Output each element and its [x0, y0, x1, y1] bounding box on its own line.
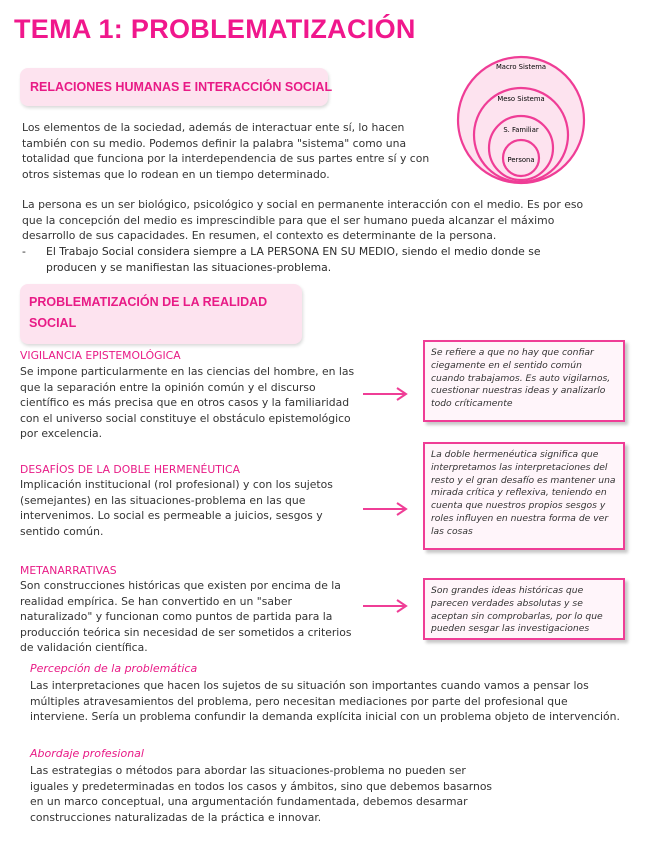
arrow-icon: [362, 599, 410, 613]
bullet-item: [22, 244, 582, 275]
person-paragraph: La persona es un ser biológico, psicológico y social en permanente interacción con el medio. Es por eso que la concepción del medio es imprescindible para que el ser humano pueda alcanzar el máximo desarrollo de sus capacidades. En resumen, el contexto es determinante de la persona.: [22, 198, 584, 243]
arrow-icon: [362, 502, 410, 516]
perception-title: Percepción de la problemática: [30, 662, 198, 675]
section-heading: RELACIONES HUMANAS E INTERACCIÓN SOCIAL: [30, 80, 333, 94]
family-system-label: S. Familiar: [503, 126, 539, 134]
note-hermeneutica: La doble hermenéutica significa que interpretamos las interpretaciones del resto y el gran desafío es mantener una mirada crítica y reflexiva, teniendo en cuenta que nuestros propios sesgos y roles influyen en nuestra forma de ver las cosas: [423, 442, 625, 550]
section-heading-2: [29, 292, 267, 334]
note-metanarrativas: Son grandes ideas históricas que parecen verdades absolutas y se aceptan sin comprobarlas, por lo que pueden sesgar las investigaciones: [423, 578, 625, 640]
block-subtitle-hermeneutica: DESAFÍOS DE LA DOBLE HERMENÉUTICA: [20, 463, 240, 476]
section-heading-box: [20, 68, 333, 106]
abordaje-title: Abordaje profesional: [30, 747, 144, 760]
block-subtitle-vigilancia: VIGILANCIA EPISTEMOLÓGICA: [20, 349, 181, 362]
section-heading-box-2: [20, 284, 302, 344]
block-subtitle-metanarrativas: METANARRATIVAS: [20, 564, 117, 577]
block-text-metanarrativas: Son construcciones históricas que existen por encima de la realidad empírica. Se han convertido en un "saber naturalizado" y funcionan como puntos de partida para la producción teórica sin necesidad de ser sometidos a criterios de validación científica.: [20, 579, 352, 655]
systems-paragraph: Los elementos de la sociedad, además de interactuar ente sí, lo hacen también con su medio. Podemos definir la palabra "sistema" como una totalidad que funciona por la interdependencia de sus partes entre sí y con otros sistemas que lo rodean en un tiempo determinado.: [22, 121, 430, 181]
note-vigilancia: Se refiere a que no hay que confiar ciegamente en el sentido común cuando trabajamos. Es auto vigilarnos, cuestionar nuestras ideas y analizarlo todo críticamente: [423, 340, 625, 422]
macro-system-label: Macro Sistema: [495, 63, 547, 71]
systems-diagram: [450, 55, 600, 187]
section-heading-2-line2: SOCIAL: [29, 316, 77, 330]
block-text-hermeneutica: Implicación institucional (rol profesional) y con los sujetos (semejantes) en las situaciones-problema en las que intervenimos. Lo social es permeable a juicios, sesgos y sentido común.: [20, 478, 333, 538]
page-title: TEMA 1: PROBLEMATIZACIÓN: [14, 14, 416, 44]
person-label: Persona: [507, 156, 535, 164]
abordaje-text: Las estrategias o métodos para abordar las situaciones-problema no pueden ser iguales y predeterminadas en todos los casos y ámbitos, sino que debemos basarnos en un marco conceptual, una argumentación fundamentada, debemos desarmar construcciones naturalizadas de la práctica e innovar.: [30, 764, 493, 824]
bullet-text: El Trabajo Social considera siempre a LA PERSONA EN SU MEDIO, siendo el medio donde se producen y se manifiestan las situaciones-problema.: [46, 245, 541, 274]
section-heading-2-line1: PROBLEMATIZACIÓN DE LA REALIDAD: [29, 295, 268, 309]
arrow-icon: [362, 387, 410, 401]
perception-text: Las interpretaciones que hacen los sujetos de su situación son importantes cuando vamos a pensar los múltiples atravesamientos del problema, pero necesitan mediaciones por parte del profesional que interviene. Sería un problema confundir la demanda explícita inicial con un problema objeto de intervención.: [30, 679, 620, 724]
bullet-mark: -: [22, 245, 26, 258]
block-text-vigilancia: Se impone particularmente en las ciencias del hombre, en las que la separación entre la opinión común y el discurso científico es más precisa que en otros casos y la familiaridad con el universo social constituye el obstáculo epistemológico por excelencia.: [20, 365, 355, 441]
meso-system-label: Meso Sistema: [497, 95, 545, 103]
